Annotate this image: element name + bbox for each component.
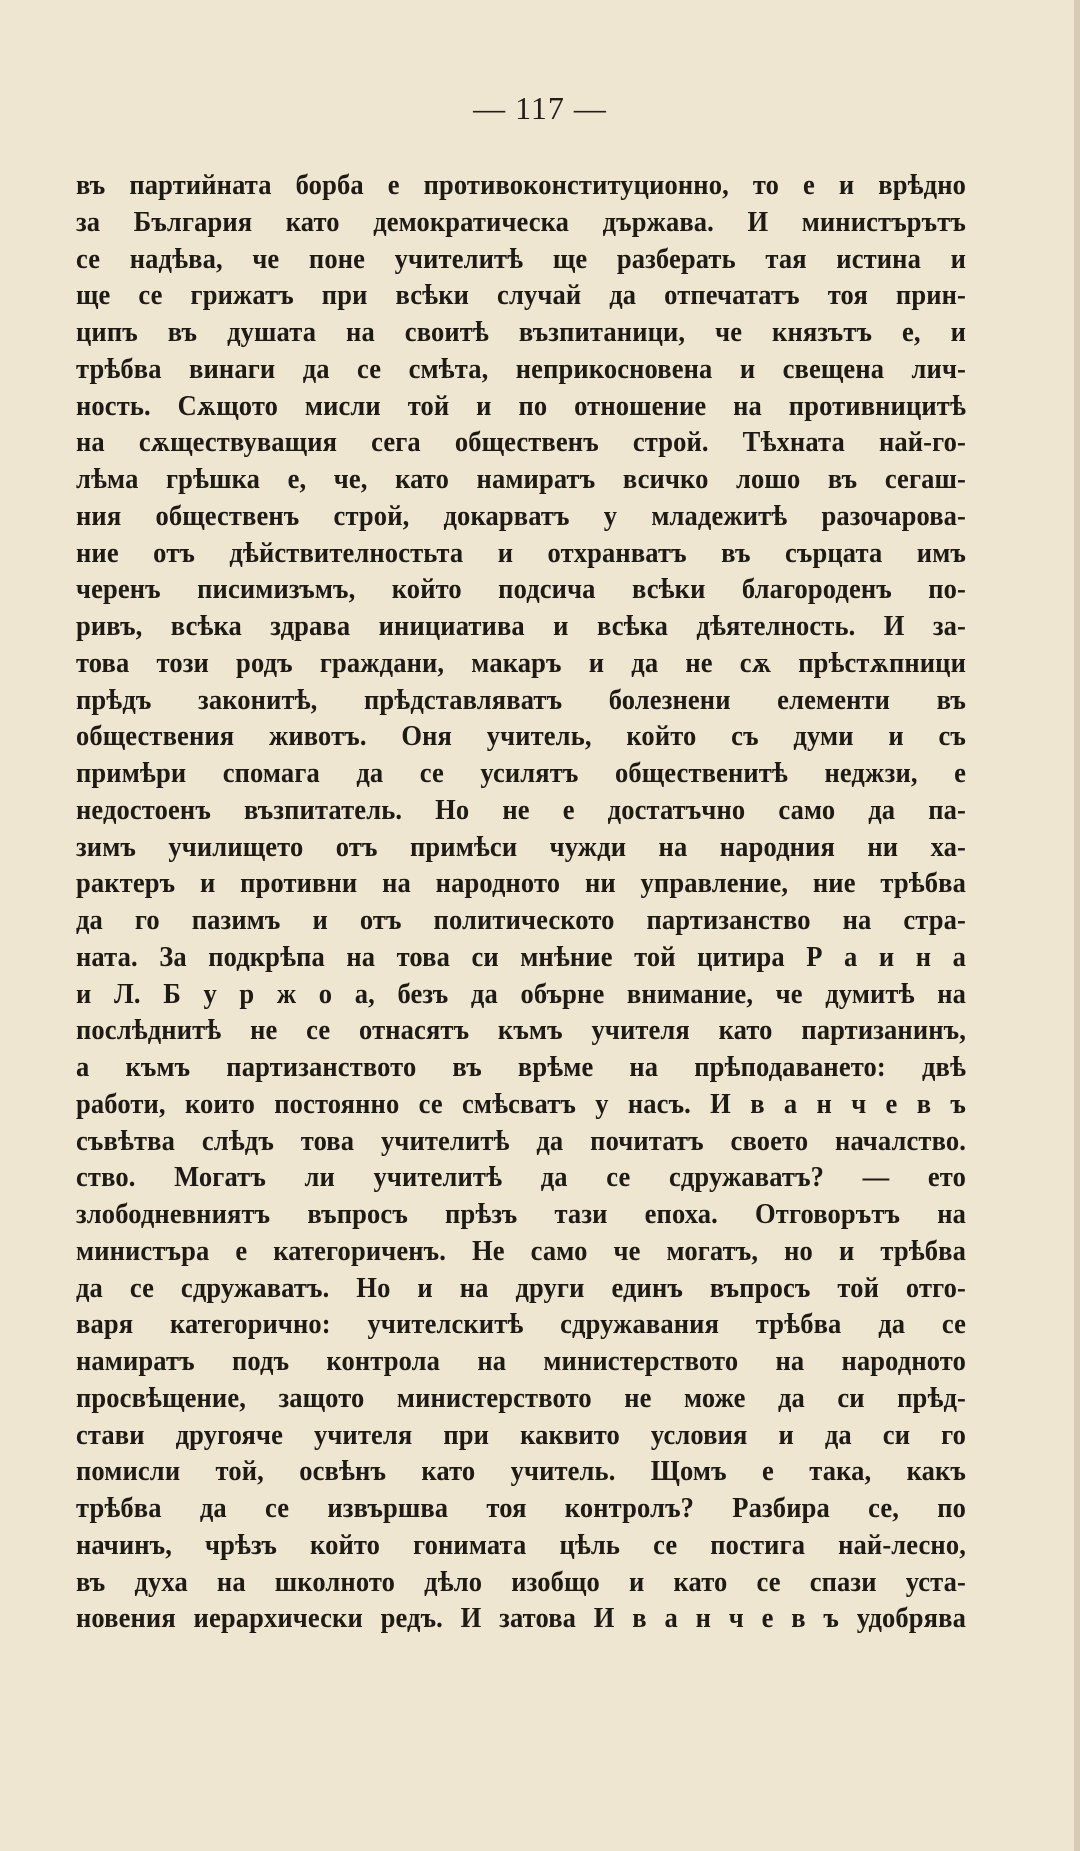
text-line: варя категорично: учителскитѣ сдружавания трѣбва да се	[76, 1309, 967, 1341]
text-line: въ духа на школното дѣло изобщо и като се спази уста-	[76, 1566, 967, 1598]
text-line: министъра е категориченъ. Не само че могатъ, но и трѣбва	[76, 1235, 967, 1267]
text-line: работи, които постоянно се смѣсватъ у насъ. И в а н ч е в ъ	[76, 1088, 967, 1120]
text-line: ство. Могатъ ли учителитѣ да се сдружаватъ? — ето	[76, 1162, 967, 1194]
text-line: ципъ въ душата на своитѣ възпитаници, че князътъ е, и	[76, 317, 967, 348]
text-line: зимъ училището отъ примѣси чужди на народния ни ха-	[76, 831, 967, 863]
text-line: за България като демократическа държава. И министърътъ	[76, 206, 967, 238]
text-line: на сѫществуващия сега общественъ строй. Тѣхната най-го-	[76, 427, 967, 459]
text-line: просвѣщение, защото министерството не може да си прѣд-	[76, 1382, 967, 1414]
text-line: ната. За подкрѣпа на това си мнѣние той цитира Р а и н а	[76, 941, 967, 973]
text-line: трѣбва да се извършва тоя контролъ? Разбира се, по	[76, 1493, 967, 1524]
text-line: ние отъ дѣйствителностьта и отхранватъ въ сърцата имъ	[76, 537, 967, 569]
text-line: намиратъ подъ контрола на министерството на народното	[76, 1346, 967, 1377]
text-line: черенъ писимизъмъ, който подсича всѣки благороденъ по-	[76, 574, 967, 606]
text-line: ния общественъ строй, докарватъ у младежитѣ разочарова-	[76, 500, 967, 532]
text-line: ривъ, всѣка здрава инициатива и всѣка дѣятелность. И за-	[76, 611, 967, 642]
text-line: недостоенъ възпитатель. Но не е достатъчно само да па-	[76, 794, 967, 826]
text-line: злободневниятъ въпросъ прѣзъ тази епоха. Отговорътъ на	[76, 1199, 967, 1230]
text-line: послѣднитѣ не се отнасятъ къмъ учителя като партизанинъ,	[76, 1015, 967, 1047]
text-line: и Л. Б у р ж о а, безъ да обърне внимание, че думитѣ на	[76, 978, 967, 1010]
text-line: стави другояче учителя при каквито условия и да си го	[76, 1419, 967, 1451]
text-line: ще се грижатъ при всѣки случай да отпечататъ тоя прин-	[76, 280, 967, 312]
text-line: а къмъ партизанството въ врѣме на прѣподаването: двѣ	[76, 1052, 967, 1083]
text-line: начинъ, чрѣзъ който гонимата цѣль се постига най-лесно,	[76, 1529, 967, 1561]
text-line: въ партийната борба е противоконституционно, то е и врѣдно	[76, 170, 967, 201]
page-number: — 117 —	[473, 90, 607, 126]
text-line: това този родъ граждани, макаръ и да не сѫ прѣстѫпници	[76, 647, 967, 679]
text-line: съвѣтва слѣдъ това учителитѣ да почитатъ своето началство.	[76, 1125, 967, 1157]
body-text	[76, 168, 966, 1638]
text-line: прѣдъ законитѣ, прѣдставляватъ болезнени елементи въ	[76, 684, 967, 716]
text-line: рактеръ и противни на народното ни управление, ние трѣбва	[76, 868, 967, 900]
text-line: да се сдружаватъ. Но и на други единъ въпросъ той отго-	[76, 1272, 967, 1304]
text-line: трѣбва винаги да се смѣта, неприкосновена и свещена лич-	[76, 353, 967, 385]
text-line: ность. Сѫщото мисли той и по отношение на противницитѣ	[76, 390, 967, 422]
text-line: помисли той, освѣнъ като учитель. Щомъ е така, какъ	[76, 1456, 967, 1488]
text-line: се надѣва, че поне учителитѣ ще разберать тая истина и	[76, 243, 967, 275]
text-line: обществения животъ. Оня учитель, който съ думи и съ	[76, 721, 967, 753]
text-line: да го пазимъ и отъ политическото партизанство на стра-	[76, 905, 967, 936]
text-line: примѣри спомага да се усилятъ общественитѣ неджзи, е	[76, 758, 967, 789]
text-line: лѣма грѣшка е, че, като намиратъ всичко лошо въ сегаш-	[76, 464, 967, 495]
text-line: новения иерархически редъ. И затова И в а н ч е в ъ удобрява	[76, 1603, 967, 1635]
